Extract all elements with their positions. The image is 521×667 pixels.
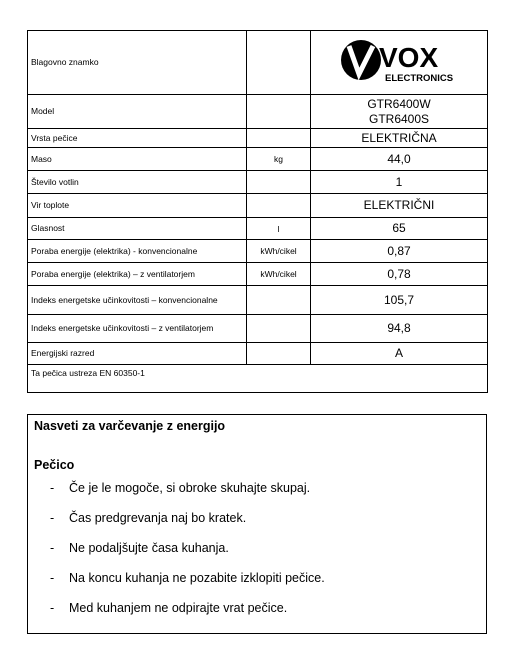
spec-label: Vrsta pečice (28, 129, 247, 148)
spec-value: ELEKTRIČNA (311, 129, 488, 148)
spec-label: Vir toplote (28, 194, 247, 218)
spec-row (28, 240, 488, 263)
energy-tips-box (27, 414, 487, 634)
list-item (28, 511, 486, 541)
tips-subtitle: Pečico (34, 458, 75, 472)
spec-label: Energijski razred (28, 343, 247, 365)
spec-value: A (311, 343, 488, 365)
spec-value: 0,78 (311, 263, 488, 286)
brand-row (28, 31, 488, 95)
spec-label: Indeks energetske učinkovitosti – z ventilatorjem (28, 315, 247, 343)
spec-row (28, 129, 488, 148)
tip-text: Čas predgrevanja naj bo kratek. (69, 511, 247, 525)
spec-unit (247, 129, 311, 148)
tip-text: Če je le mogoče, si obroke skuhajte skupaj. (69, 481, 311, 495)
spec-value: 105,7 (311, 286, 488, 315)
standard-note-row (28, 365, 488, 393)
bullet-dash: - (50, 481, 55, 495)
spec-value (311, 95, 488, 129)
vox-logo-icon (339, 32, 459, 88)
tip-text: Ne podaljšujte časa kuhanja. (69, 541, 229, 555)
bullet-dash: - (50, 571, 55, 585)
spec-unit: kWh/cikel (247, 263, 311, 286)
tip-text: Na koncu kuhanja ne pozabite izklopiti pečice. (69, 571, 325, 585)
spec-row-model (28, 95, 488, 129)
spec-value: 1 (311, 171, 488, 194)
spec-row (28, 315, 488, 343)
spec-unit (247, 171, 311, 194)
model-silver: GTR6400S (368, 111, 430, 126)
list-item (28, 541, 486, 571)
spec-unit (247, 286, 311, 315)
brand-unit (247, 31, 311, 95)
list-item (28, 601, 486, 631)
spec-unit: kWh/cikel (247, 240, 311, 263)
spec-row (28, 263, 488, 286)
spec-label: Poraba energije (elektrika) - konvencionalne (28, 240, 247, 263)
spec-value: ELEKTRIČNI (311, 194, 488, 218)
spec-label: Maso (28, 148, 247, 171)
spec-row (28, 286, 488, 315)
spec-value: 0,87 (311, 240, 488, 263)
standard-note: Ta pečica ustreza EN 60350-1 (28, 365, 488, 393)
spec-unit (247, 343, 311, 365)
brand-label: Blagovno znamko (28, 31, 247, 95)
svg-text:VOX: VOX (379, 42, 439, 73)
spec-label: Indeks energetske učinkovitosti – konvencionalne (28, 286, 247, 315)
tips-title: Nasveti za varčevanje z energijo (34, 419, 226, 433)
spec-row (28, 171, 488, 194)
spec-unit: kg (247, 148, 311, 171)
tip-text: Med kuhanjem ne odpirajte vrat pečice. (69, 601, 288, 615)
product-spec-table (27, 30, 488, 393)
spec-unit (247, 315, 311, 343)
spec-value: 65 (311, 218, 488, 240)
list-item (28, 481, 486, 511)
spec-row (28, 218, 488, 240)
spec-row (28, 148, 488, 171)
spec-row (28, 194, 488, 218)
spec-unit (247, 194, 311, 218)
spec-unit: l (247, 218, 311, 240)
spec-unit (247, 95, 311, 129)
spec-value: 94,8 (311, 315, 488, 343)
vox-logo (311, 31, 488, 95)
tips-list (28, 481, 486, 631)
model-white: GTR6400W (367, 96, 431, 111)
bullet-dash: - (50, 511, 55, 525)
spec-value: 44,0 (311, 148, 488, 171)
bullet-dash: - (50, 541, 55, 555)
list-item (28, 571, 486, 601)
spec-label: Glasnost (28, 218, 247, 240)
svg-text:ELECTRONICS: ELECTRONICS (385, 73, 454, 84)
bullet-dash: - (50, 601, 55, 615)
spec-row (28, 343, 488, 365)
spec-label: Model (28, 95, 247, 129)
spec-label: Poraba energije (elektrika) – z ventilatorjem (28, 263, 247, 286)
spec-label: Število votlin (28, 171, 247, 194)
